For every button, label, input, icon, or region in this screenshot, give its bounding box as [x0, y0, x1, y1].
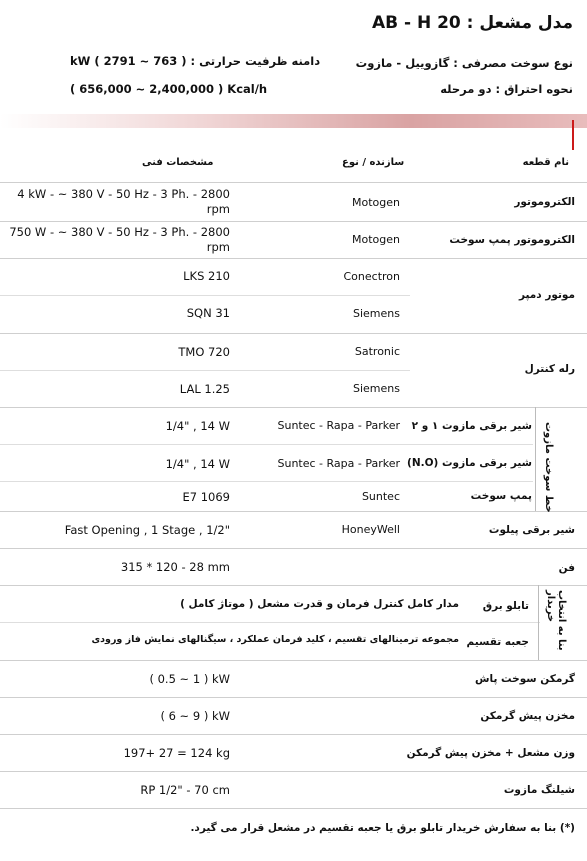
- part-name-cell: شیلنگ مازوت: [503, 784, 575, 796]
- combustion-type: نحوه احتراق : دو مرحله: [440, 82, 573, 96]
- spec-cell: LKS 210: [183, 269, 230, 283]
- col-header-spec: مشخصات فنی: [142, 157, 214, 168]
- row-separator: [0, 585, 587, 586]
- accent-red-line: [572, 120, 574, 150]
- footnote: (*) بنا به سفارش خریدار تابلو برق یا جعبه تقسیم در مشعل قرار می گیرد.: [190, 822, 575, 834]
- group-name-damper: موتور دمپر: [518, 289, 575, 301]
- capacity-kw: دامنه ظرفیت حرارتی : kW ( 2791 ~ 763 ): [70, 54, 321, 68]
- row-separator: [0, 511, 587, 512]
- maker-cell: Conectron: [343, 270, 400, 283]
- row-separator: [0, 295, 410, 296]
- row-separator: [0, 258, 587, 259]
- spec-cell: 4 kW - ~ 380 V - 50 Hz - 3 Ph. - 2800 rpm: [17, 187, 230, 216]
- part-name-cell: گرمکن سوخت پاش: [475, 673, 575, 685]
- row-separator: [0, 333, 587, 334]
- desc-cell: مدار کامل کنترل فرمان و قدرت مشعل ( موتاژ کامل ): [180, 598, 459, 610]
- spec-cell: LAL 1.25: [179, 382, 230, 396]
- spec-cell: 1/4" , 14 W: [165, 419, 230, 433]
- group-divider: [535, 407, 536, 511]
- row-separator: [0, 622, 540, 623]
- spec-cell: RP 1/2" - 70 cm: [140, 783, 230, 797]
- part-name-cell: شیر برقی مازوت (N.O): [407, 457, 532, 469]
- row-separator: [0, 221, 587, 222]
- row-separator: [0, 660, 587, 661]
- part-name-cell: شیر برقی مازوت ۱ و ۲: [411, 420, 532, 432]
- capacity-kcal: ( 656,000 ~ 2,400,000 ) Kcal/h: [70, 82, 268, 96]
- row-separator: [0, 548, 587, 549]
- maker-cell: Motogen: [352, 233, 400, 246]
- maker-cell: Suntec: [361, 490, 400, 503]
- spec-cell: TMO 720: [178, 345, 230, 359]
- row-separator: [0, 407, 587, 408]
- row-separator: [0, 697, 587, 698]
- part-name-cell: پمپ سوخت: [470, 490, 532, 502]
- row-separator: [0, 771, 587, 772]
- spec-cell: 315 * 120 - 28 mm: [120, 560, 230, 574]
- fuel-type: نوع سوخت مصرفی : گازوییل - مازوت: [355, 56, 573, 70]
- group-divider: [538, 585, 539, 660]
- col-header-maker: سازنده / نوع: [342, 157, 405, 168]
- maker-cell: Siemens: [353, 382, 400, 395]
- group-label-customer: بنا به انتخاب خریدار: [545, 590, 567, 651]
- spec-cell: 197+ 27 = 124 kg: [123, 746, 230, 760]
- group-label-fuel-line: خط سوخت مازوت: [543, 422, 554, 513]
- part-name-cell: الکتروموتور: [514, 196, 575, 208]
- spec-cell: SQN 31: [186, 306, 230, 320]
- row-separator: [0, 734, 587, 735]
- row-separator: [0, 481, 533, 482]
- part-name-cell: فن: [558, 562, 575, 574]
- maker-cell: Suntec - Rapa - Parker: [277, 457, 400, 470]
- row-separator: [0, 182, 587, 183]
- row-separator: [0, 808, 587, 809]
- part-name-cell: شیر برقی پیلوت: [488, 524, 575, 536]
- spec-cell: E7 1069: [182, 490, 230, 504]
- row-separator: [0, 370, 410, 371]
- spec-cell: ( 6 ~ 9 ) kW: [160, 709, 230, 723]
- model-title: مدل مشعل : AB - H 20: [371, 13, 573, 33]
- spec-cell: 1/4" , 14 W: [165, 457, 230, 471]
- maker-cell: Satronic: [354, 345, 400, 358]
- part-name-cell: تابلو برق: [482, 600, 529, 612]
- row-separator: [0, 444, 533, 445]
- part-name-cell: وزن مشعل + مخزن پیش گرمکن: [406, 747, 575, 759]
- desc-cell: مجموعه ترمینالهای تقسیم ، کلید فرمان عملکرد ، سیگنالهای نمایش فاز ورودی: [91, 634, 459, 645]
- group-name-control: رله کنترل: [524, 363, 575, 375]
- maker-cell: Motogen: [352, 196, 400, 209]
- header-gradient-band: [0, 114, 587, 128]
- part-name-cell: مخزن پیش گرمکن: [480, 710, 575, 722]
- col-header-name: نام قطعه: [522, 157, 569, 168]
- maker-cell: Suntec - Rapa - Parker: [277, 419, 400, 432]
- maker-cell: Siemens: [353, 307, 400, 320]
- part-name-cell: جعبه تقسیم: [466, 636, 529, 648]
- spec-cell: 750 W - ~ 380 V - 50 Hz - 3 Ph. - 2800 rpm: [9, 225, 230, 254]
- part-name-cell: الکتروموتور پمپ سوخت: [449, 234, 575, 246]
- spec-cell: ( 0.5 ~ 1 ) kW: [149, 672, 230, 686]
- spec-cell: Fast Opening , 1 Stage , 1/2": [64, 523, 230, 537]
- maker-cell: HoneyWell: [341, 523, 400, 536]
